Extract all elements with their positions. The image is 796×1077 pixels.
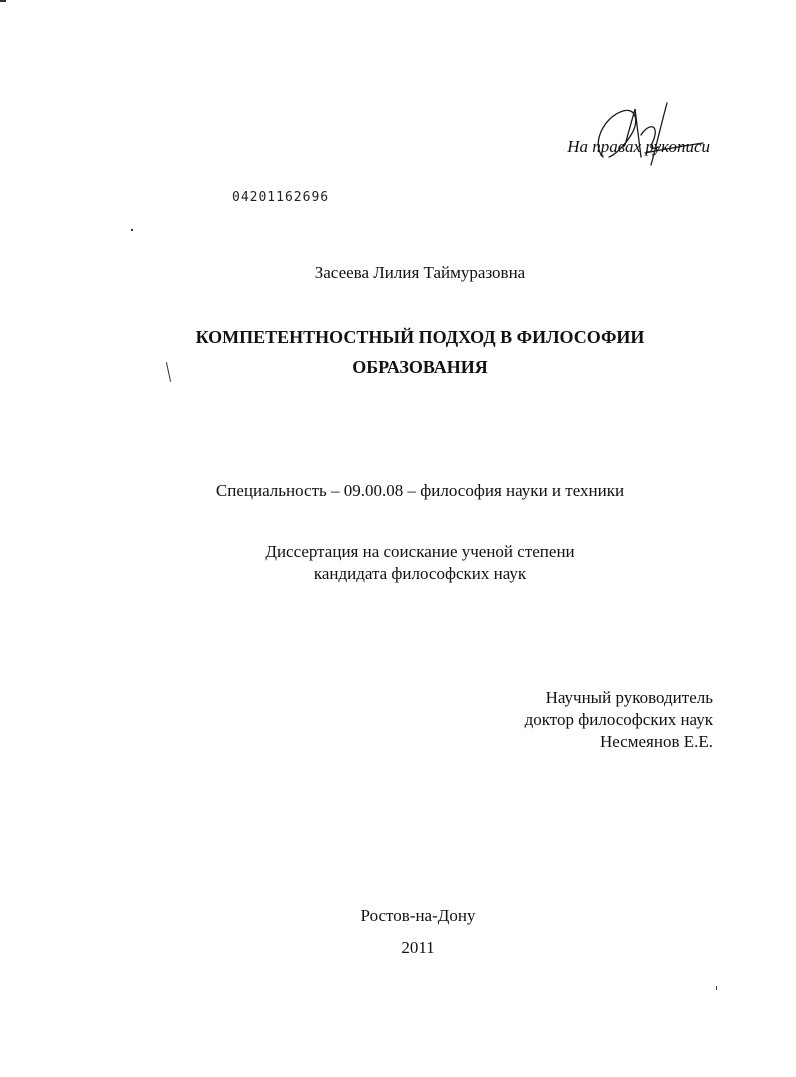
scientific-advisor: [0, 687, 713, 753]
title-line-1: КОМПЕТЕНТНОСТНЫЙ ПОДХОД В ФИЛОСОФИИ: [195, 327, 645, 347]
scan-speck: [131, 229, 133, 231]
rights-label: На правах рукописи: [567, 137, 710, 156]
year: 2011: [401, 938, 435, 957]
city: Ростов-на-Дону: [360, 906, 476, 925]
degree-statement: [0, 541, 796, 585]
degree-line-1: Диссертация на соискание ученой степени: [265, 542, 575, 561]
scan-speck-bottom: [716, 986, 717, 990]
advisor-degree: доктор философских наук: [524, 710, 713, 729]
author-name: Засеева Лилия Таймуразовна: [314, 263, 526, 282]
degree-line-2: кандидата философских наук: [313, 564, 527, 583]
specialty-line: Специальность – 09.00.08 – философия науки и техники: [215, 481, 625, 500]
scan-mark-top-left: [0, 0, 6, 2]
dissertation-title: [0, 322, 796, 382]
title-line-2: ОБРАЗОВАНИЯ: [352, 357, 488, 377]
advisor-role: Научный руководитель: [545, 688, 713, 707]
advisor-name: Несмеянов Е.Е.: [599, 732, 713, 751]
serial-number: 04201162696: [232, 190, 330, 205]
